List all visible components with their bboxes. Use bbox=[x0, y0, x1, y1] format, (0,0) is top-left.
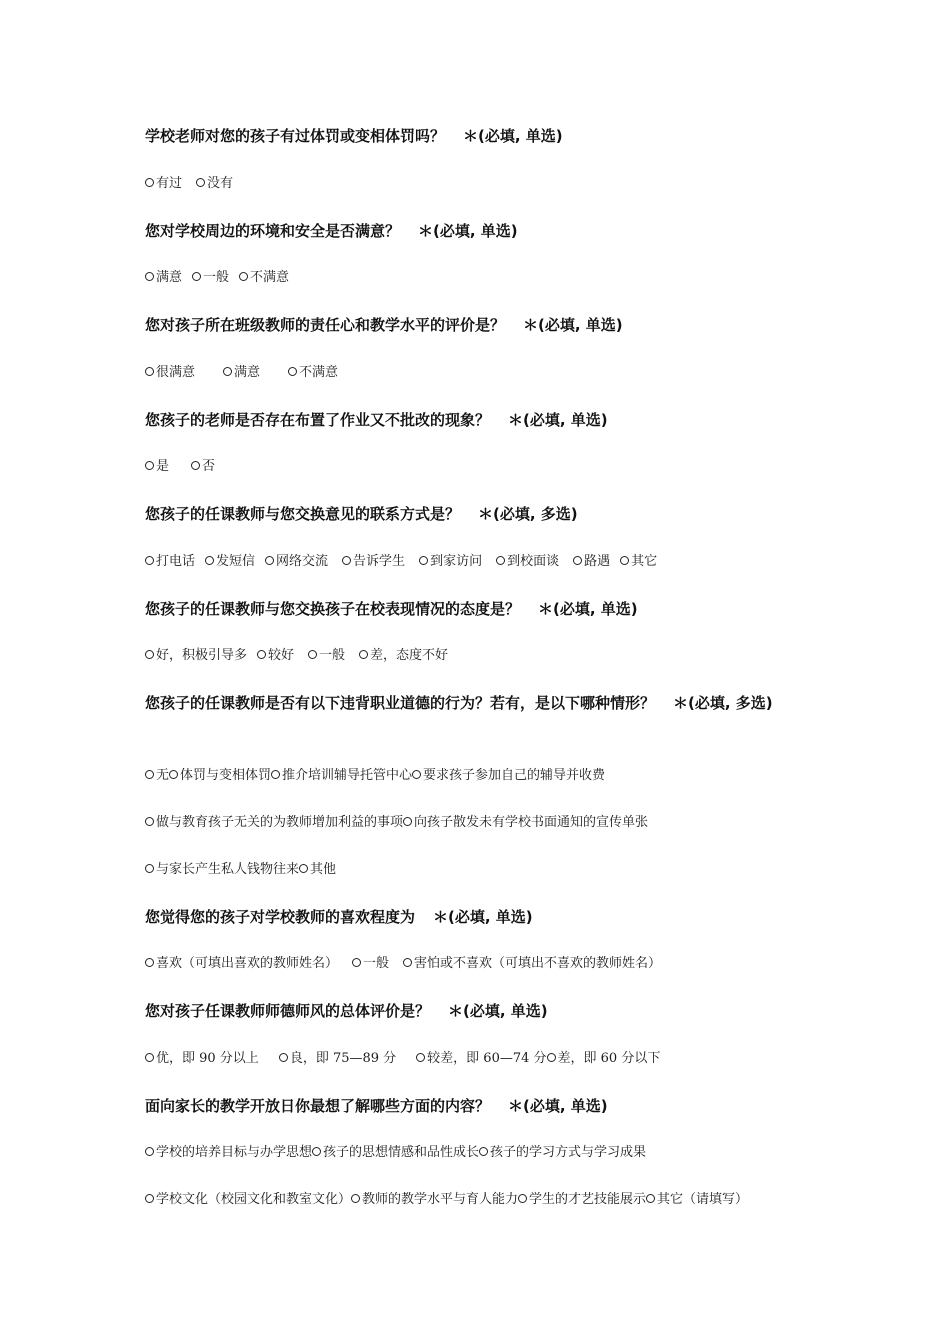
radio-circle-icon bbox=[145, 770, 154, 779]
radio-option[interactable]: 喜欢（可填出喜欢的教师姓名） bbox=[145, 955, 338, 973]
radio-circle-icon bbox=[352, 958, 361, 967]
radio-option[interactable]: 否 bbox=[191, 458, 215, 476]
radio-option[interactable]: 不满意 bbox=[288, 364, 338, 382]
radio-option[interactable]: 教师的教学水平与育人能力 bbox=[351, 1191, 518, 1209]
question-text: 您觉得您的孩子对学校教师的喜欢程度为 bbox=[145, 908, 416, 926]
radio-option[interactable]: 满意 bbox=[145, 269, 182, 287]
required-mark: ＊(必填, 单选) bbox=[448, 1002, 548, 1020]
checkbox-option[interactable]: 无 bbox=[145, 767, 169, 785]
radio-circle-icon bbox=[416, 1053, 425, 1062]
required-mark: ＊(必填, 单选) bbox=[538, 600, 638, 618]
radio-circle-icon bbox=[145, 178, 154, 187]
radio-circle-icon bbox=[496, 556, 505, 565]
radio-circle-icon bbox=[646, 1194, 655, 1203]
question-7-title bbox=[145, 691, 815, 716]
radio-option[interactable]: 害怕或不喜欢（可填出不喜欢的教师姓名） bbox=[403, 955, 661, 973]
checkbox-option[interactable]: 到校面谈 bbox=[496, 553, 559, 571]
radio-circle-icon bbox=[191, 461, 200, 470]
radio-option[interactable]: 有过 bbox=[145, 175, 182, 193]
radio-option[interactable]: 学生的才艺技能展示 bbox=[518, 1191, 646, 1209]
checkbox-option[interactable]: 打电话 bbox=[145, 553, 195, 571]
radio-option[interactable]: 较差，即 60—74 分 bbox=[416, 1050, 546, 1068]
checkbox-option[interactable]: 其它 bbox=[620, 553, 657, 571]
question-7-options-line-2 bbox=[145, 814, 825, 832]
radio-circle-icon bbox=[145, 1053, 154, 1062]
required-mark: ＊(必填, 单选) bbox=[418, 222, 518, 240]
radio-circle-icon bbox=[342, 556, 351, 565]
radio-circle-icon bbox=[192, 272, 201, 281]
question-5-title bbox=[145, 502, 815, 527]
radio-circle-icon bbox=[573, 556, 582, 565]
radio-circle-icon bbox=[359, 650, 368, 659]
radio-option[interactable]: 孩子的思想情感和品性成长 bbox=[312, 1144, 479, 1162]
radio-circle-icon bbox=[196, 178, 205, 187]
radio-option[interactable]: 不满意 bbox=[239, 269, 289, 287]
question-text: 您对孩子任课教师师德师风的总体评价是？ bbox=[145, 1002, 431, 1020]
radio-circle-icon bbox=[479, 1147, 488, 1156]
checkbox-option[interactable]: 路遇 bbox=[573, 553, 610, 571]
question-text: 您孩子的任课教师是否有以下违背职业道德的行为？若有，是以下哪种情形？ bbox=[145, 694, 656, 712]
radio-circle-icon bbox=[265, 556, 274, 565]
radio-option[interactable]: 很满意 bbox=[145, 364, 195, 382]
radio-circle-icon bbox=[419, 556, 428, 565]
checkbox-option[interactable]: 体罚与变相体罚 bbox=[169, 767, 271, 785]
radio-option[interactable]: 一般 bbox=[308, 647, 345, 665]
radio-circle-icon bbox=[299, 864, 308, 873]
radio-circle-icon bbox=[145, 461, 154, 470]
radio-circle-icon bbox=[145, 272, 154, 281]
question-7-options-line-3 bbox=[145, 861, 825, 879]
question-text: 学校老师对您的孩子有过体罚或变相体罚吗？ bbox=[145, 127, 446, 145]
radio-option[interactable]: 差，态度不好 bbox=[359, 647, 448, 665]
radio-circle-icon bbox=[145, 958, 154, 967]
checkbox-option[interactable]: 其他 bbox=[299, 861, 336, 879]
question-4-options bbox=[145, 458, 825, 476]
radio-circle-icon bbox=[412, 770, 421, 779]
question-text: 面向家长的教学开放日你最想了解哪些方面的内容？ bbox=[145, 1097, 491, 1115]
radio-option[interactable]: 是 bbox=[145, 458, 169, 476]
question-1-title bbox=[145, 124, 815, 149]
question-6-title bbox=[145, 597, 815, 622]
radio-option[interactable]: 一般 bbox=[352, 955, 389, 973]
radio-circle-icon bbox=[145, 367, 154, 376]
radio-circle-icon bbox=[145, 556, 154, 565]
required-mark: ＊(必填, 单选) bbox=[433, 908, 533, 926]
question-8-options bbox=[145, 955, 825, 973]
radio-circle-icon bbox=[312, 1147, 321, 1156]
required-mark: ＊(必填, 多选) bbox=[673, 694, 773, 712]
question-9-title bbox=[145, 999, 815, 1024]
radio-option[interactable]: 好，积极引导多 bbox=[145, 647, 247, 665]
question-2-title bbox=[145, 219, 815, 244]
radio-circle-icon bbox=[288, 367, 297, 376]
question-6-options bbox=[145, 647, 825, 665]
required-mark: ＊(必填, 单选) bbox=[508, 411, 608, 429]
radio-circle-icon bbox=[223, 367, 232, 376]
radio-circle-icon bbox=[145, 864, 154, 873]
question-text: 您对孩子所在班级教师的责任心和教学水平的评价是？ bbox=[145, 316, 506, 334]
question-4-title bbox=[145, 408, 815, 433]
radio-option[interactable]: 其它（请填写） bbox=[646, 1191, 748, 1209]
radio-circle-icon bbox=[169, 770, 178, 779]
checkbox-option[interactable]: 到家访问 bbox=[419, 553, 482, 571]
radio-circle-icon bbox=[403, 958, 412, 967]
radio-circle-icon bbox=[271, 770, 280, 779]
radio-circle-icon bbox=[279, 1053, 288, 1062]
radio-circle-icon bbox=[547, 1053, 556, 1062]
question-8-title bbox=[145, 905, 815, 930]
radio-circle-icon bbox=[308, 650, 317, 659]
radio-circle-icon bbox=[145, 650, 154, 659]
radio-circle-icon bbox=[620, 556, 629, 565]
radio-option[interactable]: 没有 bbox=[196, 175, 233, 193]
radio-circle-icon bbox=[351, 1194, 360, 1203]
checkbox-option[interactable]: 要求孩子参加自己的辅导并收费 bbox=[412, 767, 605, 785]
radio-circle-icon bbox=[239, 272, 248, 281]
question-text: 您孩子的任课教师与您交换意见的联系方式是？ bbox=[145, 505, 461, 523]
radio-option[interactable]: 学校的培养目标与办学思想 bbox=[145, 1144, 312, 1162]
question-10-options-line-1 bbox=[145, 1144, 825, 1162]
radio-option[interactable]: 满意 bbox=[223, 364, 260, 382]
required-mark: ＊(必填, 多选) bbox=[478, 505, 578, 523]
checkbox-option[interactable]: 推介培训辅导托管中心 bbox=[271, 767, 412, 785]
radio-option[interactable]: 差，即 60 分以下 bbox=[547, 1050, 661, 1068]
radio-circle-icon bbox=[403, 817, 412, 826]
radio-circle-icon bbox=[205, 556, 214, 565]
checkbox-option[interactable]: 发短信 bbox=[205, 553, 255, 571]
checkbox-option[interactable]: 网络交流 bbox=[265, 553, 328, 571]
checkbox-option[interactable]: 告诉学生 bbox=[342, 553, 405, 571]
radio-option[interactable]: 孩子的学习方式与学习成果 bbox=[479, 1144, 646, 1162]
radio-circle-icon bbox=[257, 650, 266, 659]
question-10-options-line-2 bbox=[145, 1191, 825, 1209]
checkbox-option[interactable]: 与家长产生私人钱物往来 bbox=[145, 861, 299, 879]
question-1-options bbox=[145, 175, 825, 193]
question-7-options-line-1 bbox=[145, 767, 825, 785]
question-3-options bbox=[145, 364, 825, 382]
question-text: 您对学校周边的环境和安全是否满意？ bbox=[145, 222, 401, 240]
checkbox-option[interactable]: 做与教育孩子无关的为教师增加利益的事项 bbox=[145, 814, 403, 832]
question-2-options bbox=[145, 269, 825, 287]
radio-option[interactable]: 学校文化（校园文化和教室文化） bbox=[145, 1191, 351, 1209]
radio-option[interactable]: 良，即 75—89 分 bbox=[279, 1050, 396, 1068]
radio-option[interactable]: 较好 bbox=[257, 647, 294, 665]
question-10-title bbox=[145, 1094, 815, 1119]
question-text: 您孩子的任课教师与您交换孩子在校表现情况的态度是？ bbox=[145, 600, 521, 618]
radio-option[interactable]: 一般 bbox=[192, 269, 229, 287]
required-mark: ＊(必填, 单选) bbox=[463, 127, 563, 145]
question-9-options bbox=[145, 1050, 825, 1068]
required-mark: ＊(必填, 单选) bbox=[523, 316, 623, 334]
radio-circle-icon bbox=[145, 1194, 154, 1203]
checkbox-option[interactable]: 向孩子散发未有学校书面通知的宣传单张 bbox=[403, 814, 648, 832]
radio-option[interactable]: 优，即 90 分以上 bbox=[145, 1050, 259, 1068]
radio-circle-icon bbox=[145, 1147, 154, 1156]
radio-circle-icon bbox=[518, 1194, 527, 1203]
question-text: 您孩子的老师是否存在布置了作业又不批改的现象？ bbox=[145, 411, 491, 429]
radio-circle-icon bbox=[145, 817, 154, 826]
question-3-title bbox=[145, 313, 815, 338]
required-mark: ＊(必填, 单选) bbox=[508, 1097, 608, 1115]
question-5-options bbox=[145, 553, 825, 571]
